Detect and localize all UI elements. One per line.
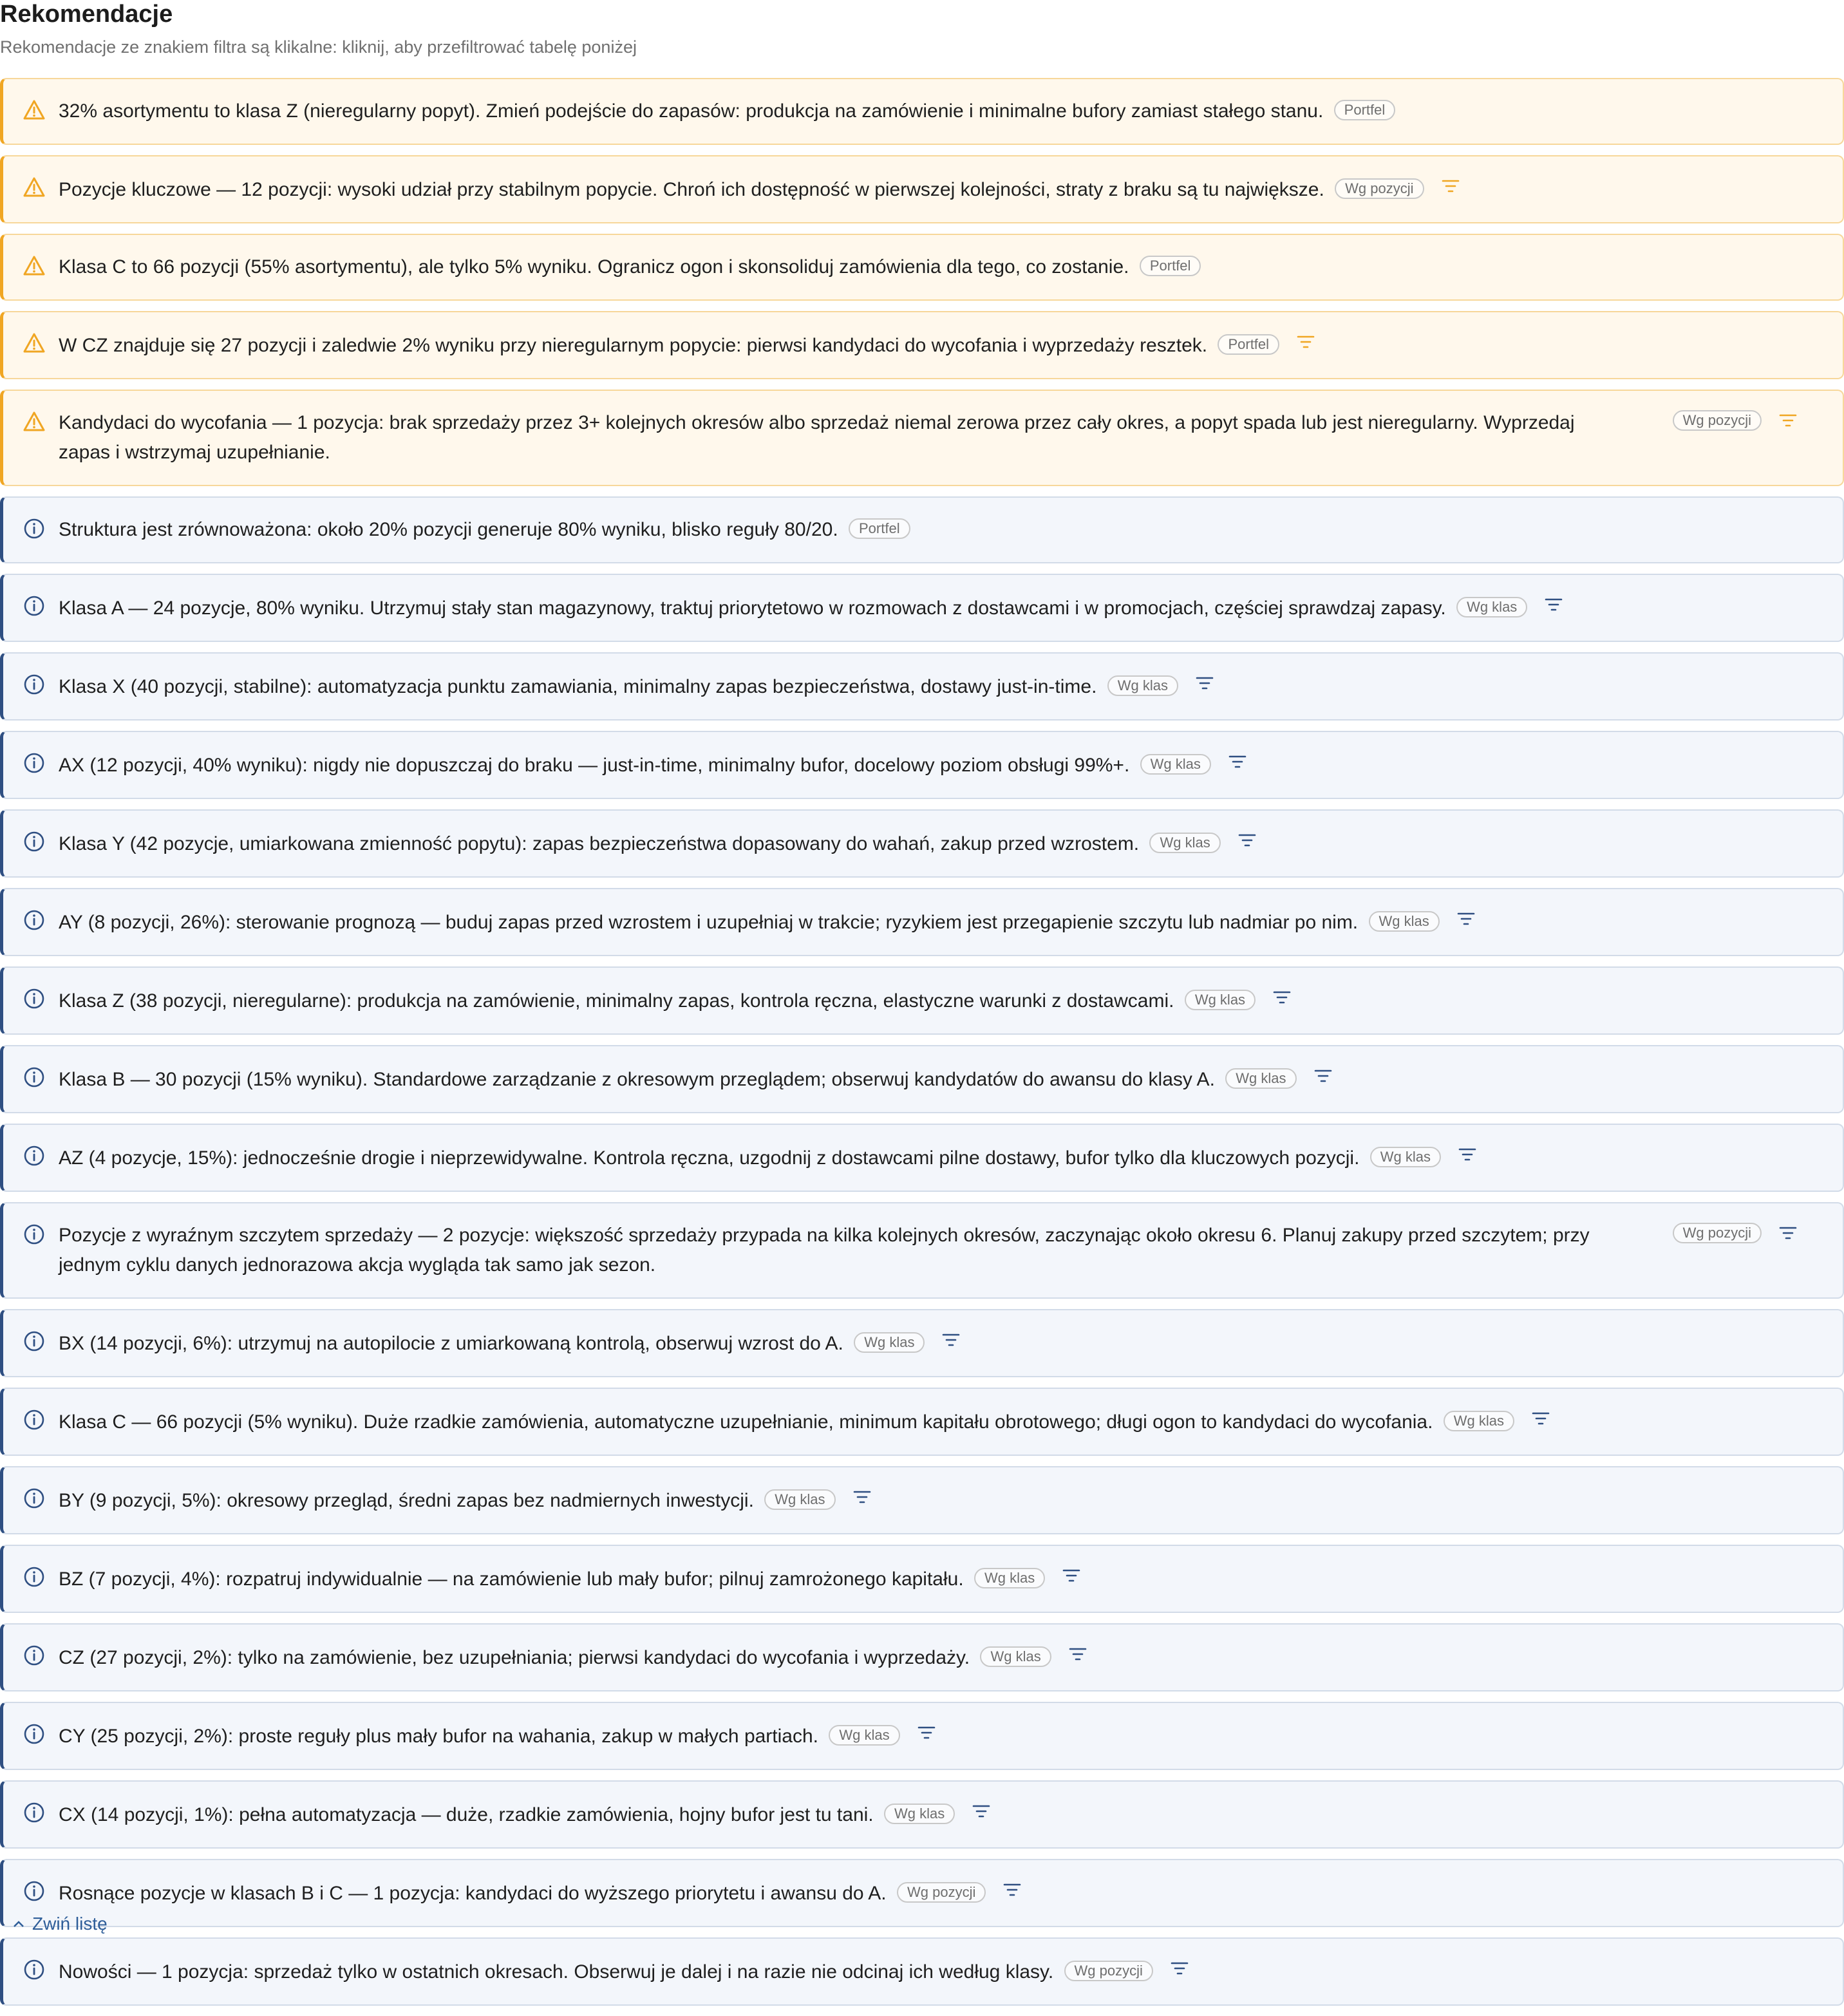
scope-badge: Wg klas	[1107, 675, 1178, 696]
scope-badge: Wg klas	[1140, 754, 1211, 775]
collapse-list-button[interactable]	[13, 1912, 108, 1936]
recommendation-card[interactable]	[0, 1623, 1844, 1691]
recommendation-text: AX (12 pozycji, 40% wyniku): nigdy nie dopuszczaj do braku — just-in-time, minimalny bufor, docelowy poziom obsługi 99%+.	[59, 755, 1130, 776]
warning-icon	[23, 176, 46, 199]
filter-icon[interactable]	[917, 1720, 936, 1737]
info-icon	[23, 1801, 46, 1824]
recommendation-text: Klasa Y (42 pozycje, umiarkowana zmienność popytu): zapas bezpieczeństwa dopasowany do wahań, zakup przed wzrostem.	[59, 833, 1140, 854]
warning-icon	[23, 254, 46, 278]
scope-badge: Wg pozycji	[1064, 1961, 1153, 1981]
info-icon	[23, 751, 46, 775]
scope-badge: Wg klas	[1185, 990, 1256, 1010]
scope-badge: Wg klas	[1370, 1147, 1441, 1167]
info-icon	[23, 1879, 46, 1903]
scope-badge: Wg klas	[974, 1568, 1045, 1588]
recommendation-text-block	[59, 968, 1292, 1033]
recommendation-text: BY (9 pozycji, 5%): okresowy przegląd, średni zapas bez nadmiernych inwestycji.	[59, 1490, 754, 1511]
info-icon	[23, 1066, 46, 1089]
page-title: Rekomendacje	[0, 1, 173, 28]
filter-icon[interactable]	[1228, 749, 1247, 766]
recommendation-text: Klasa X (40 pozycji, stabilne): automatyzacja punktu zamawiania, minimalny zapas bezpieczeństwa, dostawy just-in-time.	[59, 676, 1097, 697]
recommendation-card	[0, 78, 1844, 145]
scope-badge: Wg klas	[1456, 597, 1527, 617]
filter-icon[interactable]	[1068, 1642, 1087, 1659]
info-icon	[23, 1722, 46, 1746]
recommendation-text-block	[59, 312, 1315, 378]
recommendation-actions	[1668, 391, 1798, 431]
info-icon	[23, 594, 46, 617]
recommendation-card[interactable]	[0, 1124, 1844, 1192]
scope-badge: Portfel	[849, 518, 910, 539]
recommendation-card[interactable]	[0, 1545, 1844, 1613]
recommendation-text: 32% asortymentu to klasa Z (nieregularny popyt). Zmień podejście do zapasów: produkcja na zamówienie i minimalne bufory zamiast stałego stanu.	[59, 100, 1324, 122]
recommendation-text-block	[59, 889, 1476, 955]
recommendation-card[interactable]	[0, 1937, 1844, 2006]
recommendation-card[interactable]	[0, 1466, 1844, 1534]
info-icon	[23, 1958, 46, 1981]
recommendation-text: CY (25 pozycji, 2%): proste reguły plus mały bufor na wahania, zakup w małych partiach.	[59, 1726, 819, 1747]
info-icon	[23, 1223, 46, 1246]
recommendation-text: BZ (7 pozycji, 4%): rozpatruj indywidualnie — na zamówienie lub mały bufor; pilnuj zamrożonego kapitału.	[59, 1569, 964, 1590]
recommendation-text-block	[59, 391, 1616, 485]
scope-badge: Wg klas	[829, 1725, 899, 1746]
filter-icon[interactable]	[941, 1328, 961, 1344]
scope-badge: Wg klas	[1369, 911, 1440, 932]
filter-icon[interactable]	[1456, 907, 1476, 923]
info-icon	[23, 909, 46, 932]
recommendation-text-block	[59, 1703, 936, 1769]
scope-badge: Wg pozycji	[1673, 1223, 1762, 1243]
filter-icon[interactable]	[1237, 828, 1257, 845]
filter-icon[interactable]	[1195, 671, 1214, 688]
info-icon	[23, 673, 46, 696]
recommendation-text: AZ (4 pozycje, 15%): jednocześnie drogie i nieprzewidywalne. Kontrola ręczna, uzgodnij z dostawcami pilne dostawy, bufor tylko dla kluczowych pozycji.	[59, 1147, 1360, 1169]
recommendation-text-block	[59, 1203, 1616, 1297]
filter-icon[interactable]	[1272, 985, 1292, 1002]
recommendation-text: CX (14 pozycji, 1%): pełna automatyzacja — duże, rzadkie zamówienia, hojny bufor jest tu tani.	[59, 1804, 874, 1825]
info-icon	[23, 1644, 46, 1667]
recommendation-text: Pozycje kluczowe — 12 pozycji: wysoki udział przy stabilnym popycie. Chroń ich dostępność w pierwszej kolejności, straty z braku są tu największe.	[59, 179, 1324, 200]
recommendation-actions	[1668, 1203, 1798, 1243]
recommendation-card[interactable]	[0, 1045, 1844, 1113]
warning-icon	[23, 99, 46, 122]
recommendation-card[interactable]	[0, 652, 1844, 721]
filter-icon[interactable]	[1778, 412, 1798, 429]
info-icon	[23, 1487, 46, 1510]
chevron-up-icon	[13, 1920, 24, 1928]
recommendation-text-block	[59, 1046, 1333, 1112]
scope-badge: Portfel	[1218, 334, 1279, 355]
filter-icon[interactable]	[1296, 330, 1315, 346]
recommendation-card[interactable]	[0, 966, 1844, 1035]
scope-badge: Wg klas	[854, 1332, 925, 1353]
recommendations-list	[0, 78, 1844, 2016]
scope-badge: Portfel	[1140, 256, 1201, 276]
recommendation-card[interactable]	[0, 1202, 1844, 1299]
recommendation-card	[0, 496, 1844, 563]
filter-icon[interactable]	[1544, 592, 1563, 609]
recommendation-text: Rosnące pozycje w klasach B i C — 1 pozycja: kandydaci do wyższego priorytetu i awansu do A.	[59, 1883, 887, 1904]
scope-badge: Wg klas	[884, 1804, 955, 1824]
recommendation-card[interactable]	[0, 1780, 1844, 1849]
recommendation-text: Klasa C to 66 pozycji (55% asortymentu), ale tylko 5% wyniku. Ogranicz ogon i skonsoliduj zamówienia dla tego, co zostanie.	[59, 256, 1129, 278]
recommendation-text: Struktura jest zrównoważona: około 20% pozycji generuje 80% wyniku, blisko reguły 80/20.	[59, 519, 838, 540]
recommendation-text: Kandydaci do wycofania — 1 pozycja: brak sprzedaży przez 3+ kolejnych okresów albo sprzedaż niemal zerowa przez cały okres, a popyt spada lub jest nieregularny. Wyprzedaj zapas i wstrzymaj uzupełnianie.	[59, 412, 1575, 463]
info-icon	[23, 1408, 46, 1431]
recommendation-text-block	[59, 654, 1214, 719]
recommendation-text-block	[59, 1939, 1189, 2004]
recommendation-text-block	[59, 575, 1563, 641]
recommendation-card[interactable]	[0, 1702, 1844, 1770]
scope-badge: Wg pozycji	[1335, 178, 1424, 199]
collapse-list-label: Zwiń listę	[32, 1914, 108, 1934]
recommendation-text-block	[59, 732, 1247, 798]
recommendation-text-block	[59, 1782, 991, 1847]
recommendation-text-block	[59, 1389, 1550, 1455]
recommendation-text: CZ (27 pozycji, 2%): tylko na zamówienie, bez uzupełniania; pierwsi kandydaci do wycofania i wyprzedaży.	[59, 1647, 970, 1668]
filter-icon[interactable]	[1531, 1406, 1550, 1423]
filter-icon[interactable]	[852, 1485, 872, 1502]
recommendation-text-block	[59, 1310, 961, 1376]
recommendation-text: Klasa C — 66 pozycji (5% wyniku). Duże rzadkie zamówienia, automatyczne uzupełnianie, minimum kapitału obrotowego; długi ogon to kandydaci do wycofania.	[59, 1411, 1433, 1433]
recommendation-card[interactable]	[0, 1859, 1844, 1927]
page-subtitle: Rekomendacje ze znakiem filtra są klikalne: kliknij, aby przefiltrować tabelę poniżej	[0, 37, 637, 57]
scope-badge: Wg klas	[980, 1646, 1051, 1667]
recommendation-text: Klasa A — 24 pozycje, 80% wyniku. Utrzymuj stały stan magazynowy, traktuj priorytetowo w rozmowach z dostawcami i w promocjach, częściej sprawdzaj zapasy.	[59, 598, 1446, 619]
scope-badge: Wg klas	[1149, 833, 1220, 853]
recommendation-text: W CZ znajduje się 27 pozycji i zaledwie 2% wyniku przy nieregularnym popycie: pierwsi kandydaci do wycofania i wyprzedaży resztek.	[59, 335, 1208, 356]
recommendation-card[interactable]	[0, 311, 1844, 379]
recommendation-text: Klasa B — 30 pozycji (15% wyniku). Standardowe zarządzanie z okresowym przeglądem; obserwuj kandydatów do awansu do klasy A.	[59, 1069, 1215, 1090]
filter-icon[interactable]	[1778, 1225, 1798, 1241]
recommendation-text-block	[59, 1546, 1081, 1612]
scope-badge: Wg pozycji	[897, 1882, 986, 1903]
filter-icon[interactable]	[1441, 174, 1460, 191]
warning-icon	[23, 332, 46, 355]
recommendation-text-block	[59, 235, 1201, 299]
filter-icon[interactable]	[1313, 1064, 1333, 1080]
recommendation-text-block	[59, 811, 1257, 876]
recommendation-card[interactable]	[0, 1309, 1844, 1377]
info-icon	[23, 1330, 46, 1353]
recommendation-text-block	[59, 1467, 872, 1533]
recommendation-text-block	[59, 79, 1395, 144]
recommendation-text-block	[59, 498, 910, 562]
scope-badge: Wg pozycji	[1673, 410, 1762, 431]
scope-badge: Wg klas	[1225, 1068, 1296, 1089]
info-icon	[23, 987, 46, 1010]
recommendation-text: Nowości — 1 pozycja: sprzedaż tylko w ostatnich okresach. Obserwuj je dalej i na razie nie odcinaj ich według klasy.	[59, 1961, 1054, 1983]
info-icon	[23, 517, 46, 540]
recommendation-text-block	[59, 1125, 1477, 1191]
warning-icon	[23, 410, 46, 433]
recommendation-card[interactable]	[0, 888, 1844, 956]
recommendation-text: Pozycje z wyraźnym szczytem sprzedaży — 2 pozycje: większość sprzedaży przypada na kilka kolejnych okresów, zaczynając około okresu 6. Planuj zakupy przed szczytem; przy jednym cyklu danych jednorazowa akcja wygląda tak samo jak sezon.	[59, 1225, 1590, 1276]
recommendation-card[interactable]	[0, 390, 1844, 486]
recommendation-card[interactable]	[0, 731, 1844, 799]
recommendation-text: AY (8 pozycji, 26%): sterowanie prognozą — buduj zapas przed wzrostem i uzupełniaj w trakcie; ryzykiem jest przegapienie szczytu lub nadmiar po nim.	[59, 912, 1359, 933]
filter-icon[interactable]	[1170, 1956, 1189, 1973]
filter-icon[interactable]	[1458, 1142, 1477, 1159]
recommendation-text-block	[59, 1625, 1087, 1690]
recommendation-text: Klasa Z (38 pozycji, nieregularne): produkcja na zamówienie, minimalny zapas, kontrola ręczna, elastyczne warunki z dostawcami.	[59, 990, 1174, 1012]
scope-badge: Wg klas	[1444, 1411, 1514, 1431]
info-icon	[23, 1144, 46, 1167]
scope-badge: Portfel	[1334, 100, 1396, 120]
recommendation-card[interactable]	[0, 155, 1844, 223]
recommendation-card[interactable]	[0, 809, 1844, 878]
filter-icon[interactable]	[1062, 1563, 1081, 1580]
info-icon	[23, 830, 46, 853]
recommendation-text-block	[59, 1860, 1022, 1926]
scope-badge: Wg klas	[764, 1489, 835, 1510]
recommendation-text-block	[59, 156, 1460, 222]
recommendation-text: BX (14 pozycji, 6%): utrzymuj na autopilocie z umiarkowaną kontrolą, obserwuj wzrost do A.	[59, 1333, 843, 1354]
recommendation-card[interactable]	[0, 574, 1844, 642]
filter-icon[interactable]	[972, 1799, 991, 1816]
recommendation-card	[0, 234, 1844, 301]
filter-icon[interactable]	[1002, 1878, 1022, 1894]
info-icon	[23, 1565, 46, 1588]
recommendation-card[interactable]	[0, 1388, 1844, 1456]
